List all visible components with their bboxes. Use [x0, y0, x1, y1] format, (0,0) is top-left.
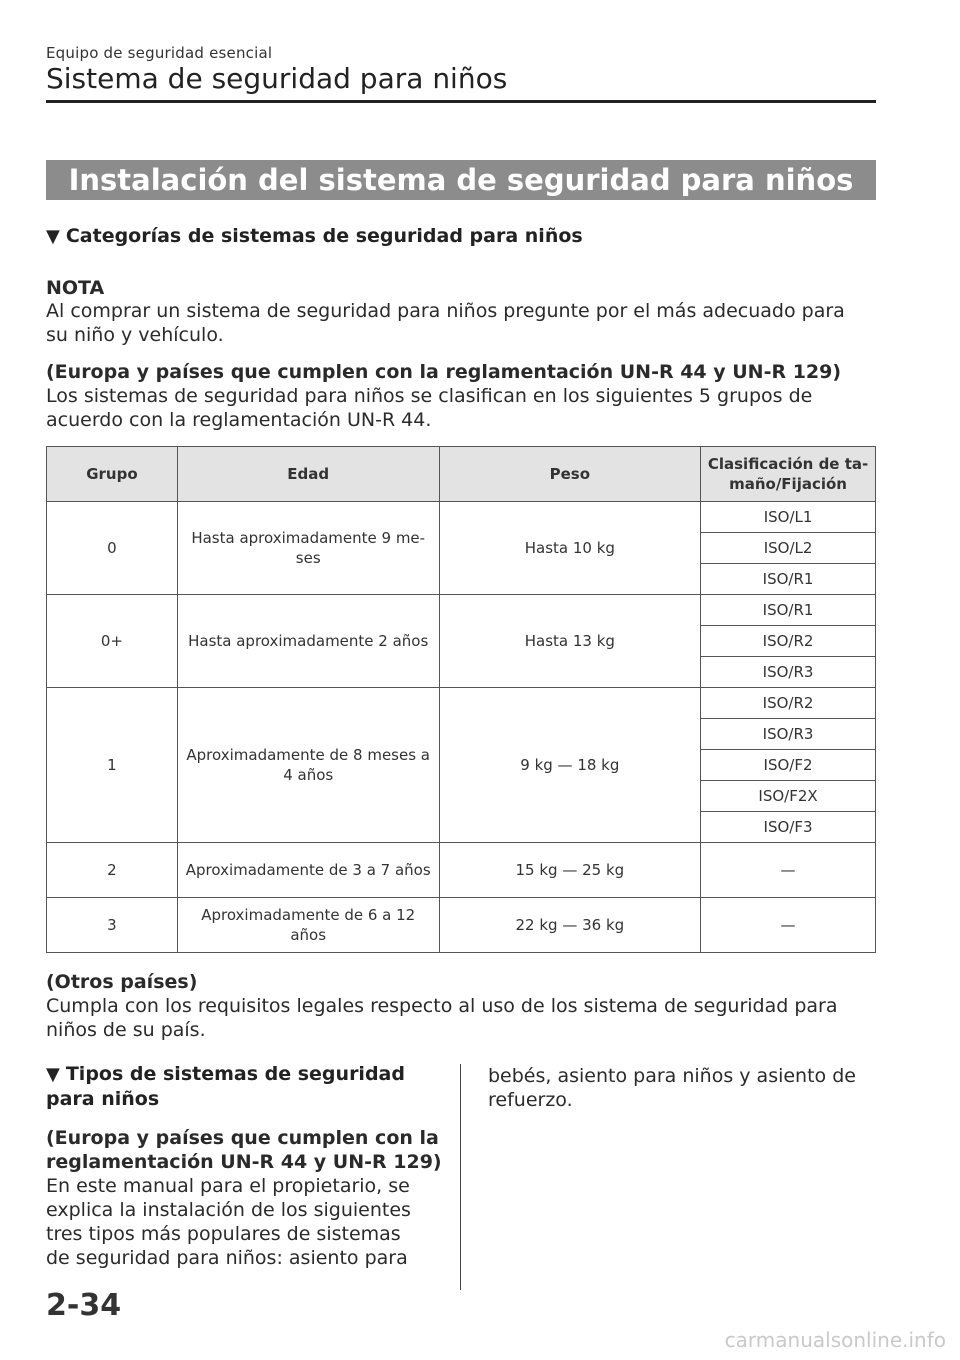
cell-fixation: ISO/F2X — [701, 781, 876, 812]
cell-fixation: ISO/L1 — [701, 502, 876, 533]
cell-grupo: 0 — [47, 502, 178, 595]
types-text-left: En este manual para el propietario, se explica la instalación de los siguientes tres tipos más populares de sistemas de seguridad para niños: asiento para — [46, 1175, 411, 1269]
table-row — [47, 595, 876, 626]
cell-peso: Hasta 13 kg — [439, 595, 701, 688]
section-banner: Instalación del sistema de seguridad para niños — [46, 160, 876, 200]
types-text-right: bebés, asiento para niños y asiento de refuerzo. — [488, 1065, 856, 1111]
others-heading: (Otros países) — [46, 971, 198, 993]
cell-fixation: ISO/R2 — [701, 688, 876, 719]
page-number: 2-34 — [46, 1288, 122, 1323]
cell-grupo: 0+ — [47, 595, 178, 688]
cell-fixation: ISO/F3 — [701, 812, 876, 843]
table-header-row — [47, 447, 876, 502]
cell-peso: Hasta 10 kg — [439, 502, 701, 595]
others-text: Cumpla con los requisitos legales respecto al uso de los sistema de seguridad para niños de su país. — [46, 995, 838, 1041]
cell-grupo: 1 — [47, 688, 178, 843]
cell-fixation: ISO/R1 — [701, 564, 876, 595]
cell-edad: Aproximadamente de 6 a 12 años — [177, 898, 439, 953]
page-header — [46, 44, 876, 96]
section-title: Equipo de seguridad esencial — [46, 44, 273, 62]
categories-heading-text: Categorías de sistemas de seguridad para niños — [65, 225, 583, 247]
cell-fixation: ISO/L2 — [701, 533, 876, 564]
triangle-down-icon: ▼ — [46, 226, 60, 247]
cell-fixation: ISO/R2 — [701, 626, 876, 657]
types-heading-text: Tipos de sistemas de seguridad para niños — [46, 1063, 405, 1110]
europe-heading: (Europa y países que cumplen con la reglamentación UN-R 44 y UN-R 129) — [46, 361, 842, 383]
watermark: carmanualsonline.info — [724, 1328, 946, 1352]
cell-fixation: ISO/R3 — [701, 719, 876, 750]
note-label: NOTA — [46, 277, 105, 299]
column-divider — [460, 1064, 461, 1290]
header-rule — [46, 100, 876, 103]
table-row — [47, 898, 876, 953]
header-peso: Peso — [439, 447, 701, 502]
header-grupo: Grupo — [47, 447, 178, 502]
cell-fixation: — — [701, 898, 876, 953]
cell-edad: Hasta aproximadamente 2 años — [177, 595, 439, 688]
table-row — [47, 843, 876, 898]
groups-table — [46, 446, 876, 953]
cell-fixation: — — [701, 843, 876, 898]
cell-fixation: ISO/R1 — [701, 595, 876, 626]
cell-grupo: 2 — [47, 843, 178, 898]
cell-edad: Aproximadamente de 8 meses a 4 años — [177, 688, 439, 843]
cell-fixation: ISO/F2 — [701, 750, 876, 781]
cell-fixation: ISO/R3 — [701, 657, 876, 688]
cell-peso: 15 kg — 25 kg — [439, 843, 701, 898]
table-row — [47, 688, 876, 719]
cell-peso: 9 kg — 18 kg — [439, 688, 701, 843]
header-edad: Edad — [177, 447, 439, 502]
chapter-title: Sistema de seguridad para niños — [46, 62, 508, 95]
note-text: Al comprar un sistema de seguridad para niños pregunte por el más adecuado para su niño y vehículo. — [46, 300, 845, 346]
triangle-down-icon: ▼ — [46, 1064, 60, 1085]
types-europe-heading: (Europa y países que cumplen con la reglamentación UN-R 44 y UN-R 129) — [46, 1127, 442, 1173]
categories-heading — [46, 225, 583, 247]
cell-grupo: 3 — [47, 898, 178, 953]
table-row — [47, 502, 876, 533]
europe-text: Los sistemas de seguridad para niños se clasifican en los siguientes 5 grupos de acuerdo con la reglamentación UN-R 44. — [46, 385, 813, 431]
cell-peso: 22 kg — 36 kg — [439, 898, 701, 953]
header-clasificacion: Clasificación de ta-maño/Fijación — [701, 447, 876, 502]
types-heading — [46, 1062, 406, 1111]
cell-edad: Hasta aproximadamente 9 me-ses — [177, 502, 439, 595]
cell-edad: Aproximadamente de 3 a 7 años — [177, 843, 439, 898]
